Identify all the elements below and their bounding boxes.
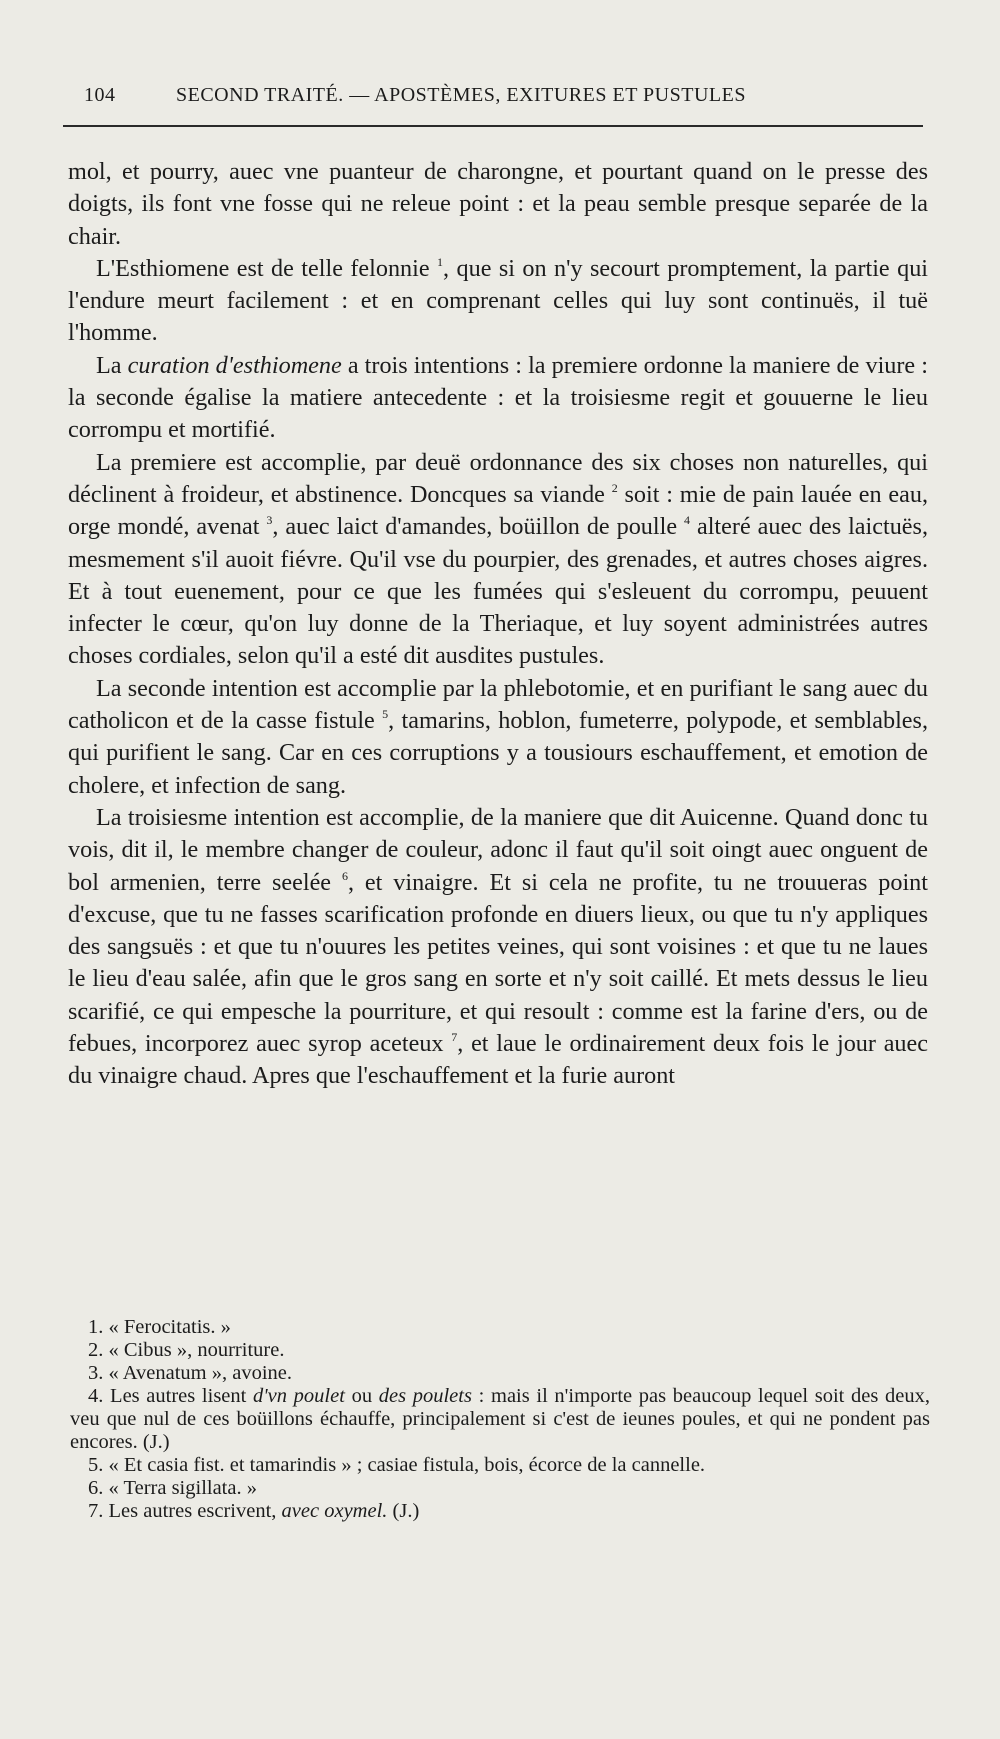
footnote: 5. « Et casia fist. et tamarindis » ; casiae fistula, bois, écorce de la cannelle.	[88, 1454, 706, 1476]
paragraph: La troisiesme intention est accomplie, de la maniere que dit Auicenne. Quand donc tu vois, dit il, le membre changer de couleur, adonc il faut qu'il soit oingt auec onguent de bol armenien, terre seelée $^6$, et vinaigre. Et si cela ne profite, tu ne trouueras point d'excuse, que tu ne fasses scarification profonde en diuers lieux, ou que tu n'y appliques des sangsuës : et que tu n'ouures les petites veines, qui sont voisines : et que tu ne laues le lieu d'eau salée, afin que le gros sang en sorte et n'y soit caillé. Et mets dessus le lieu scarifié, ce qui empesche la pourriture, et qui resoult : comme est la farine d'ers, ou de febues, incorporez auec syrop aceteux $^7$, et laue le ordinairement deux fois le jour auec du vinaigre chaud. Apres que l'eschauffement et la furie auront	[68, 803, 928, 1090]
paragraph: La premiere est accomplie, par deuë ordonnance des six choses non naturelles, qui déclinent à froideur, et abstinence. Doncques sa viande $^2$ soit : mie de pain lauée en eau, orge mondé, avenat $^3$, auec laict d'amandes, boüillon de poulle $^4$ alteré auec des laictuës, mesmement s'il auoit fiévre. Qu'il vse du pourpier, des grenades, et autres choses aigres. Et à tout euenement, pour ce que les fumées qui s'esleuent du corrompu, peuuent infecter le cœur, qu'on luy donne de la Theriaque, et luy soyent administrées autres choses cordiales, selon qu'il a esté dit ausdites pustules.	[68, 448, 928, 670]
paragraph: La seconde intention est accomplie par la phlebotomie, et en purifiant le sang auec du catholicon et de la casse fistule $^5$, tamarins, hoblon, fumeterre, polypode, et semblables, qui purifient le sang. Car en ces corruptions y a tousiours eschauffement, et emotion de cholere, et infection de sang.	[68, 674, 928, 799]
footnote-ref: 4	[684, 513, 691, 528]
footnote: 7. Les autres escrivent, avec oxymel. (J.)	[88, 1500, 420, 1522]
footnote: 4. Les autres lisent d'vn poulet ou des poulets : mais il n'importe pas beaucoup lequel soit des deux, veu que nul de ces boüillons échauffe, principalement si c'est de ieunes poules, et qui ne pondent pas encores. (J.)	[70, 1385, 931, 1453]
paragraph: La curation d'esthiomene a trois intentions : la premiere ordonne la maniere de viure : la seconde égalise la matiere antecedente : et la troisiesme regit et gouuerne le lieu corrompu et mortifié.	[68, 351, 928, 444]
footnote-ref: 6	[341, 868, 348, 883]
footnote: 2. « Cibus », nourriture.	[88, 1339, 285, 1361]
footnote-ref: 5	[382, 707, 389, 722]
footnote-ref: 1	[437, 254, 444, 269]
page-number: 104	[84, 84, 116, 106]
paragraph: L'Esthiomene est de telle felonnie $^1$, que si on n'y secourt promptement, la partie qui l'endure meurt facilement : et en comprenant celles qui luy sont continuës, il tuë l'homme.	[68, 254, 929, 347]
running-title: SECOND TRAITÉ. — APOSTÈMES, EXITURES ET PUSTULES	[176, 84, 746, 106]
footnote-ref: 2	[611, 480, 618, 495]
header-rule	[63, 125, 923, 127]
footnote: 1. « Ferocitatis. »	[88, 1316, 231, 1338]
footnote: 6. « Terra sigillata. »	[88, 1477, 257, 1499]
footnote: 3. « Avenatum », avoine.	[88, 1362, 293, 1384]
paragraph: mol, et pourry, auec vne puanteur de charongne, et pourtant quand on le presse des doigts, ils font vne fosse qui ne releue point : et la peau semble presque separée de la chair.	[68, 158, 928, 250]
footnote-ref: 3	[266, 513, 273, 528]
footnote-ref: 7	[451, 1030, 458, 1045]
footnotes	[70, 1316, 930, 1523]
main-text	[68, 156, 928, 1093]
